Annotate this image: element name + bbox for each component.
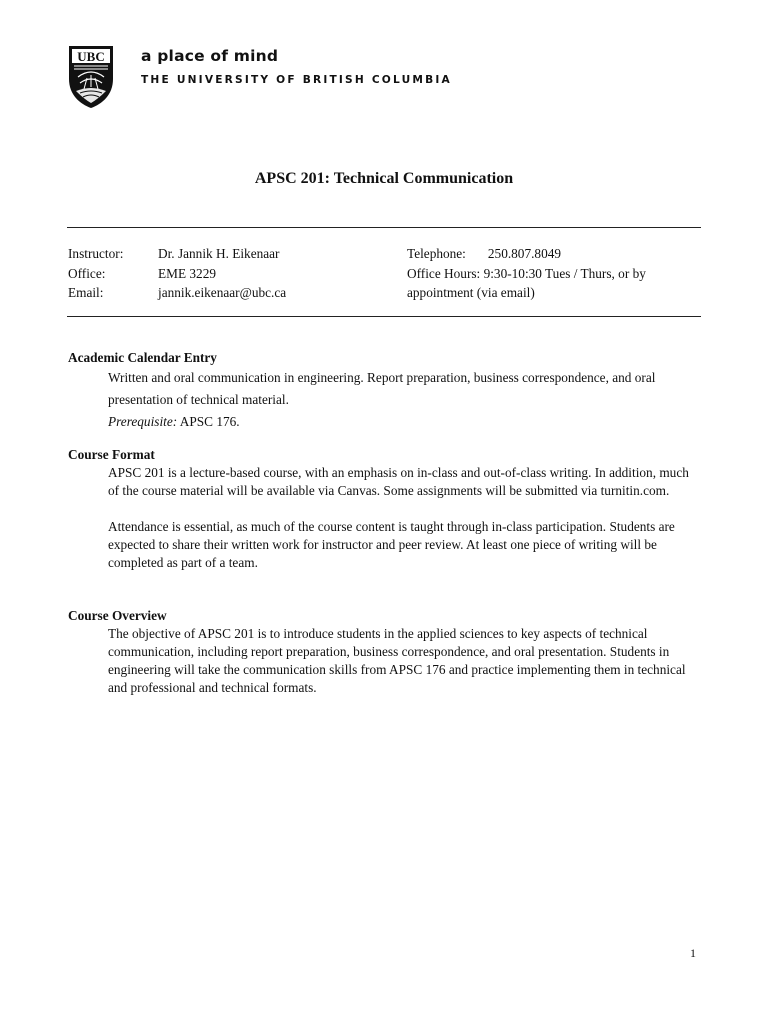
telephone-value: 250.807.8049: [487, 246, 562, 261]
divider-top: [67, 227, 701, 228]
university-name: THE UNIVERSITY OF BRITISH COLUMBIA: [141, 74, 452, 86]
info-contact: [407, 244, 701, 303]
overview-heading: Course Overview: [68, 608, 167, 623]
instructor-label: Instructor:: [68, 246, 124, 261]
crest-icon: [68, 45, 114, 109]
section-course-format: [68, 446, 702, 572]
office-value: EME 3229: [158, 265, 216, 281]
divider-bottom: [67, 316, 701, 317]
office-hours-row: [407, 264, 701, 284]
email-label: Email:: [68, 285, 104, 300]
instructor-value: Dr. Jannik H. Eikenaar: [158, 246, 280, 261]
email-value: jannik.eikenaar@ubc.ca: [158, 285, 287, 300]
format-paragraph-1: APSC 201 is a lecture-based course, with an emphasis on in-class and out-of-class writing. In addition, much of the course material will be available via Canvas. Some assignments will be submitted via turnitin.com.: [108, 465, 689, 498]
format-paragraph-2: Attendance is essential, as much of the course content is taught through in-class participation. Students are expected to share their written work for instructor and peer review. At least one piece of writing will be completed as part of a team.: [108, 519, 675, 570]
info-values: [158, 244, 286, 303]
section-course-overview: [68, 607, 702, 697]
office-hours-continuation: appointment (via email): [407, 285, 535, 300]
course-title: APSC 201: Technical Communication: [254, 170, 514, 187]
section-calendar-entry: [68, 349, 702, 433]
calendar-heading: Academic Calendar Entry: [68, 350, 217, 365]
calendar-body: Written and oral communication in engineering. Report preparation, business correspondence, and oral presentation of technical material.: [108, 370, 656, 407]
crest-text: UBC: [77, 49, 105, 64]
page-number: 1: [690, 946, 696, 960]
office-hours-value: 9:30-10:30 Tues / Thurs, or by: [483, 265, 646, 281]
ubc-crest-logo: [68, 45, 114, 109]
prerequisite-label: Prerequisite:: [108, 414, 178, 429]
prerequisite-value: APSC 176.: [179, 414, 240, 429]
office-label: Office:: [68, 265, 106, 281]
info-labels: [68, 244, 123, 303]
telephone-row: [407, 244, 701, 264]
telephone-label: Telephone:: [407, 246, 466, 261]
office-hours-label: Office Hours:: [407, 265, 481, 281]
tagline: a place of mind: [141, 47, 279, 65]
overview-body: The objective of APSC 201 is to introduce students in the applied sciences to key aspects of technical communication, including report preparation, business correspondence, and oral presentation. Students in engineering will take the communication skills from APSC 176 and practice implementing them in technical and professional and technical formats.: [108, 626, 686, 695]
format-heading: Course Format: [68, 447, 155, 462]
prerequisite: [108, 411, 702, 433]
